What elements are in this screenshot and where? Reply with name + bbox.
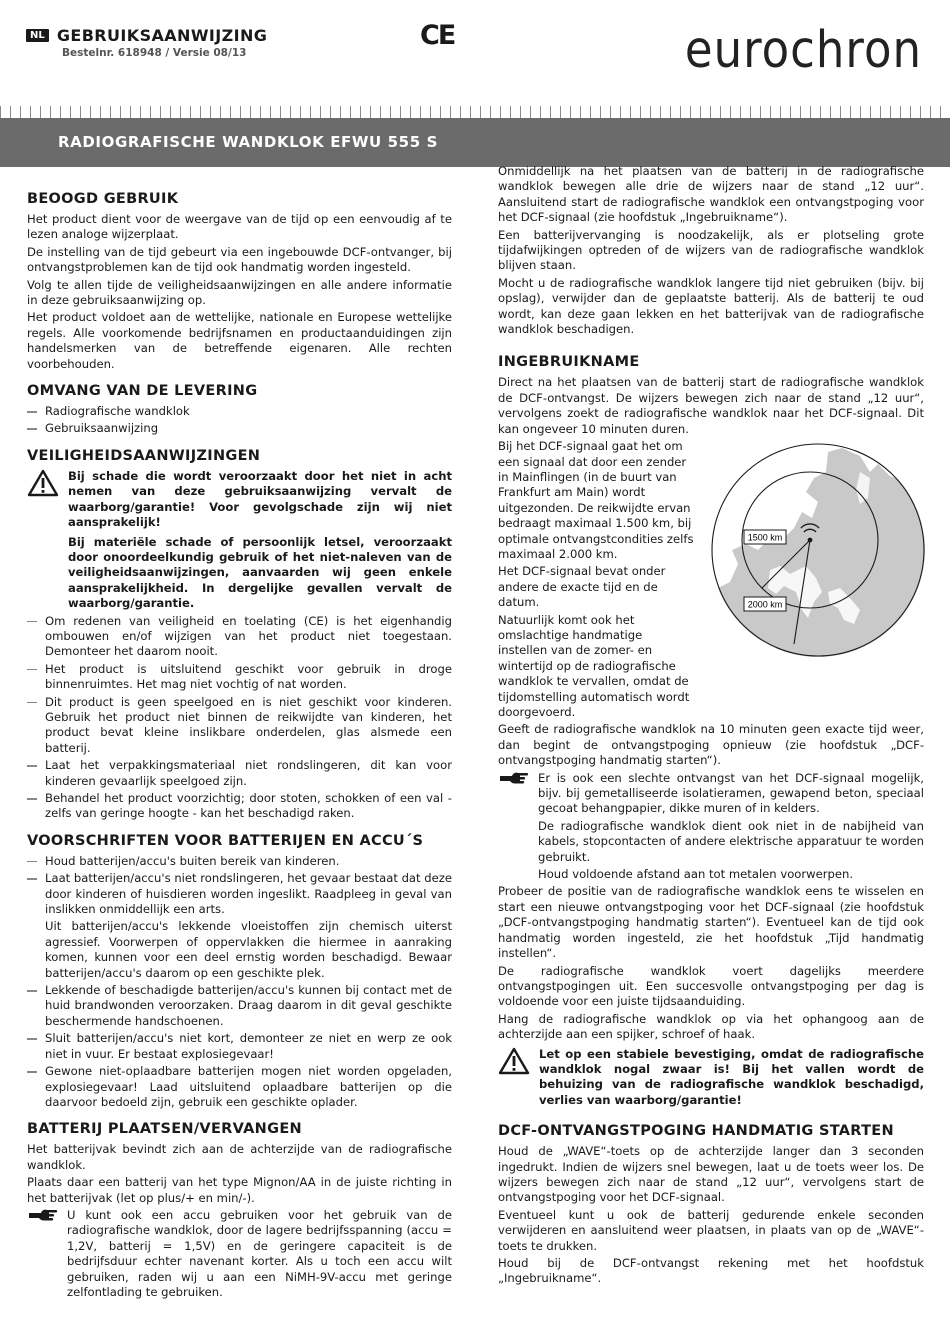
paragraph: Een batterijvervanging is noodzakelijk, als er plotseling grote tijdafwijkingen optreden of de wijzers van de radiografische wandklok blijven staan. [498, 227, 924, 273]
paragraph: Geeft de radiografische wandklok na 10 minuten geen exacte tijd weer, dan begint de ontvangstpoging opnieuw (zie hoofdstuk „DCF-ontvangstpoging handmatig starten“). [498, 722, 924, 768]
list-item: Behandel het product voorzichtig; door stoten, schokken of een val - zelfs van geringe hoogte - kan het beschadigd raken. [27, 791, 452, 822]
list-item: Laat batterijen/accu's niet rondslingeren, het gevaar bestaat dat deze door kinderen of huisdieren worden ingeslikt. Raadpleeg in geval van inslikken onmiddellijk een arts. [27, 871, 452, 917]
note-text: De radiografische wandklok dient ook niet in de nabijheid van kabels, stopcontacten of andere elektrische apparatuur te worden gebruikt. [538, 818, 924, 864]
document-title: GEBRUIKSAANWIJZING [56, 26, 268, 45]
section-batteries [27, 832, 452, 1111]
warning-block [27, 469, 452, 612]
map-text [498, 439, 694, 720]
list-item: Het product is uitsluitend geschikt voor gebruik in droge binnenruimtes. Het mag niet vochtig of nat worden. [27, 662, 452, 693]
note-text: Er is ook een slechte ontvangst van het DCF-signaal mogelijk, bijv. bij gemetalliseerde isolatieramen, gewapend beton, speciaal gecoat behangpapier, dikke muren of in kelders. [538, 770, 924, 816]
europe-map-icon [710, 448, 926, 658]
document-header [26, 26, 267, 59]
section-intended-use [27, 190, 452, 372]
section-heading: OMVANG VAN DE LEVERING [27, 383, 258, 400]
paragraph: Onmiddellijk na het plaatsen van de batterij in de radiografische wandklok bewegen alle drie de wijzers naar de stand „12 uur“. Aansluitend start de radiografische wandklok een ontvangstpoging voor het DCF-signaal (zie hoofdstuk „Ingebruikname“). [498, 164, 924, 225]
paragraph: Plaats daar een batterij van het type Mignon/AA in de juiste richting in het batterijvak (let op plus/+ en min/-). [27, 1175, 452, 1205]
language-badge: NL [26, 29, 49, 42]
paragraph: Bij het DCF-signaal gaat het om een signaal dat door een zender in Mainflingen (in de buurt van Frankfurt am Main) wordt uitgezonden. De reikwijdte ervan bedraagt maximaal 1.500 km, bij optimale ontvangstcondities zelfs maximaal 2.000 km. [498, 439, 694, 561]
battery-continued [498, 164, 924, 337]
pointing-hand-icon [499, 771, 529, 787]
section-heading: VOORSCHRIFTEN VOOR BATTERIJEN EN ACCU´S [27, 832, 424, 849]
tick-ruler [0, 106, 950, 118]
paragraph: De instelling van de tijd gebeurt via een ingebouwde DCF-ontvanger, bij ontvangstproblemen kan de tijd ook handmatig worden ingesteld. [27, 244, 452, 275]
paragraph: Volg te allen tijde de veiligheidsaanwijzingen en alle andere informatie in deze gebruiksaanwijzing op. [27, 277, 452, 308]
list-item: Uit batterijen/accu's lekkende vloeistoffen zijn chemisch uiterst agressief. Voorwerpen of oppervlakken die hiermee in aanraking komen, kunnen voor een deel ernstig worden beschadigd. Bewaar batterijen/accu's daarom op een geschikte plek. [45, 919, 452, 980]
paragraph: Het batterijvak bevindt zich aan de achterzijde van de radiografische wandklok. [27, 1142, 452, 1172]
dcf-range-section [498, 439, 924, 720]
note-text: Houd voldoende afstand aan tot metalen voorwerpen. [538, 867, 854, 882]
list-item: Gebruiksaanwijzing [27, 421, 452, 436]
list-item: Sluit batterijen/accu's niet kort, demonteer ze niet en werp ze ook niet in vuur. Er bestaat explosiegevaar! [27, 1031, 452, 1062]
section-delivery [27, 382, 452, 437]
paragraph: De radiografische wandklok voert dagelijks meerdere ontvangstpogingen uit. Een succesvolle ontvangstpoging per dag is voldoende voor een juiste tijdsaanduiding. [498, 963, 924, 1009]
title-banner [0, 118, 950, 167]
section-heading: BEOOGD GEBRUIK [27, 191, 179, 207]
paragraph: Hang de radiografische wandklok op via het ophangoog aan de achterzijde aan een spijker, schroef of haak. [498, 1011, 924, 1042]
pointing-hand-icon [28, 1208, 58, 1224]
section-heading: INGEBRUIKNAME [498, 354, 640, 371]
warning-text: Bij schade die wordt veroorzaakt door het niet in acht nemen van deze gebruiksaanwijzing vervalt de waarborg/garantie! Voor gevolgschade zijn wij niet aansprakelijk! [68, 468, 452, 530]
list-item: Laat het verpakkingsmateriaal niet rondslingeren, dit kan voor kinderen gevaarlijk speelgoed zijn. [27, 758, 452, 789]
warning-icon [27, 469, 59, 497]
list-item: Houd batterijen/accu's buiten bereik van kinderen. [27, 854, 452, 869]
section-heading: VEILIGHEIDSAANWIJZINGEN [27, 447, 261, 464]
paragraph: Houd de „WAVE“-toets op de achterzijde langer dan 3 seconden ingedrukt. Indien de wijzers snel bewegen, laat u de toets weer los. De wijzers bewegen zich naar de stand „12 uur“, vervolgens start de ontvangstpoging voor het DCF-signaal. [498, 1144, 924, 1205]
section-heading: BATTERIJ PLAATSEN/VERVANGEN [27, 1121, 302, 1138]
brand-logo: eurochron [684, 20, 922, 80]
note-block [27, 1208, 452, 1300]
paragraph: Eventueel kunt u ook de batterij gedurende enkele seconden verwijderen en aansluitend weer plaatsen, in plaats van op de „WAVE“- toets te drukken. [498, 1207, 924, 1253]
note-text: U kunt ook een accu gebruiken voor het gebruik van de radiografische wandklok, door de lagere bedrijfsspanning (accu = 1,2V, batterij = 1,5V) en de geringere capaciteit is de bedrijfsduur echter navenant korter. Als u toch een accu wilt gebruiken, raden wij u aan een NiMH-9V-accu met geringe zelfontlading te gebruiken. [67, 1207, 452, 1299]
list-item: Om redenen van veiligheid en toelating (CE) is het eigenhandig ombouwen en/of wijzigen van het product niet toegestaan. Demonteer het daarom nooit. [27, 614, 452, 660]
ce-mark: CE [420, 20, 455, 51]
section-commissioning [498, 353, 924, 1108]
list-item: Gewone niet-oplaadbare batterijen mogen niet worden opgeladen, explosiegevaar! Laad uitsluitend oplaadbare batterijen op die daarvoor bedoeld zijn, gebruik een geschikte oplader. [27, 1064, 452, 1110]
list-item: Radiografische wandklok [27, 404, 452, 419]
section-heading: DCF-ONTVANGSTPOGING HANDMATIG STARTEN [498, 1123, 894, 1140]
warning-block [498, 1047, 924, 1109]
left-column [27, 190, 452, 1310]
paragraph: Mocht u de radiografische wandklok langere tijd niet gebruiken (bijv. bij opslag), verwijder dan de geplaatste batterij. Als de batterij te oud wordt, kan deze gaan lekken en het batterijvak van de radiografische wandklok beschadigen. [498, 275, 924, 337]
paragraph: Het DCF-signaal bevat onder andere de exacte tijd en de datum. [498, 564, 666, 610]
warning-text: Let op een stabiele bevestiging, omdat de radiografische wandklok nogal zwaar is! Bij het vallen wordt de behuizing van de radiografische wandklok beschadigd, verlies van waarborg/garantie! [539, 1046, 924, 1107]
product-title: RADIOGRAFISCHE WANDKLOK EFWU 555 S [58, 133, 438, 151]
paragraph: Probeer de positie van de radiografische wandklok eens te wisselen en start een nieuwe ontvangstpoging voor het DCF-signaal (zie hoofdstuk „DCF-ontvangstpoging handmatig starten“). Eventueel kan de tijd ook handmatig worden ingesteld, zie het hoofdstuk „Tijd handmatig instellen“. [498, 884, 924, 961]
range-label-1500: 1500 km [747, 532, 783, 543]
dcf-range-map [710, 442, 926, 658]
warning-text: Bij materiële schade of persoonlijk letsel, veroorzaakt door onoordeelkundig gebruik of het niet-naleven van de veiligheidsaanwijzingen, aanvaarden wij geen enkele aansprakelijkheid. In dergelijke gevallen vervalt de waarborg/garantie. [68, 534, 452, 611]
right-column [498, 164, 924, 1297]
section-battery-replace [27, 1120, 452, 1300]
paragraph: Natuurlijk komt ook het omslachtige handmatige instellen van de zomer- en wintertijd op de radiografische wandklok te vervallen, omdat de tijdomstelling automatisch wordt doorgevoerd. [498, 612, 690, 719]
list-item: Lekkende of beschadigde batterijen/accu's kunnen bij contact met de huid brandwonden veroorzaken. Draag daarom in dit geval geschikte beschermende handschoenen. [27, 983, 452, 1029]
paragraph: Direct na het plaatsen van de batterij start de radiografische wandklok de DCF-ontvangst. De wijzers bewegen zich naar de stand „12 uur“, vervolgens zoekt de radiografische wandklok naar het DCF-signaal. Dit kan ongeveer 10 minuten duren. [498, 375, 924, 436]
warning-icon [498, 1047, 530, 1075]
paragraph: Houd bij de DCF-ontvangst rekening met het hoofdstuk „Ingebruikname“. [498, 1256, 924, 1286]
order-version: Bestelnr. 618948 / Versie 08/13 [62, 47, 247, 59]
section-manual-dcf [498, 1122, 924, 1287]
paragraph: Het product voldoet aan de wettelijke, nationale en Europese wettelijke regels. Alle voorkomende bedrijfsnamen en productaanduidingen zijn handelsmerken van de betreffende eigenaren. Alle rechten voorbehouden. [27, 310, 452, 371]
list-item: Dit product is geen speelgoed en is niet geschikt voor kinderen. Gebruik het product niet binnen de reikwijdte van kinderen, het product bevat kleine inslikbare onderdelen, glas alsmede een batterij. [27, 695, 452, 757]
section-safety [27, 447, 452, 822]
paragraph: Het product dient voor de weergave van de tijd op een eenvoudig af te lezen analoge wijzerplaat. [27, 212, 452, 242]
range-label-2000: 2000 km [747, 599, 783, 610]
note-block [498, 771, 924, 817]
